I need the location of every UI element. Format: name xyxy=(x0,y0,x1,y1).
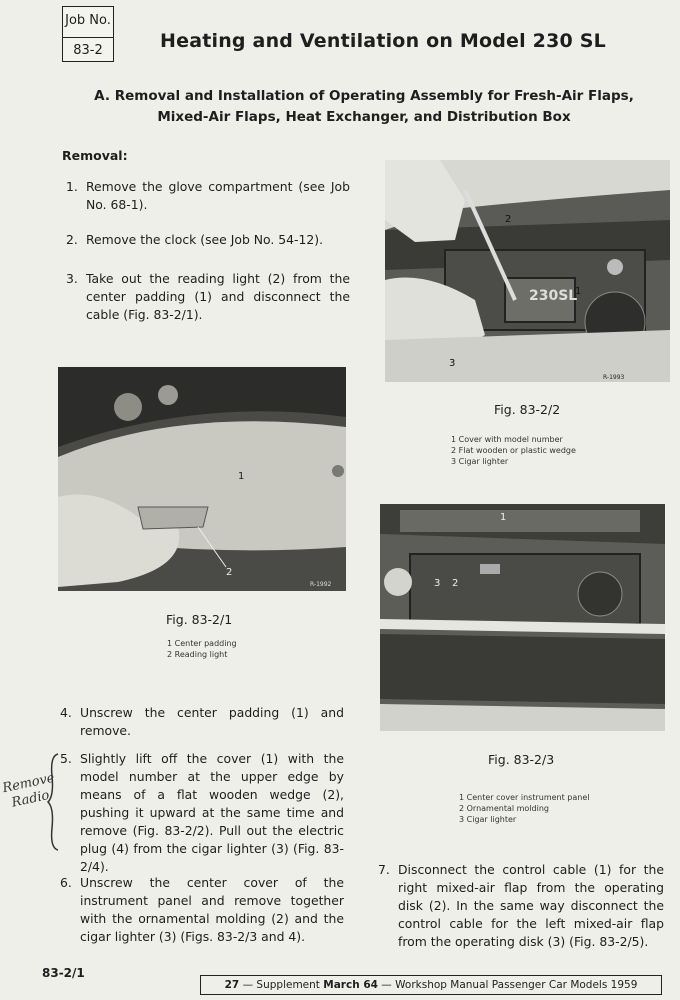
figure-83-2-2-photo xyxy=(385,160,670,382)
job-number-box xyxy=(62,6,114,62)
legend-item: 2 Ornamental molding xyxy=(459,804,549,813)
legend-item: 1 Center padding xyxy=(167,639,237,648)
callout-1: 1 xyxy=(500,512,507,523)
callout-2: 2 xyxy=(452,578,459,589)
photo-illustration xyxy=(385,160,670,382)
step-text: Unscrew the center padding (1) and remove. xyxy=(80,705,344,738)
model-plate: 230SL xyxy=(529,288,578,304)
footer-date: March 64 xyxy=(323,979,378,991)
photo-illustration xyxy=(58,367,346,591)
legend-item: 3 Cigar lighter xyxy=(451,457,509,466)
footer-supplement: Supplement xyxy=(256,979,320,991)
legend-item: 1 Center cover instrument panel xyxy=(459,793,590,802)
page-number: 83-2/1 xyxy=(42,966,85,980)
step-number: 4. xyxy=(60,705,72,720)
step-1 xyxy=(66,178,350,214)
callout-1: 1 xyxy=(575,286,582,297)
step-number: 7. xyxy=(378,862,390,877)
step-text: Take out the reading light (2) from the center padding (1) and disconnect the cable (Fig. 83-2/1). xyxy=(86,271,350,322)
figure-caption: Fig. 83-2/3 xyxy=(488,752,555,767)
step-number: 2. xyxy=(66,232,78,247)
step-7 xyxy=(378,861,664,951)
figure-caption: Fig. 83-2/2 xyxy=(494,402,561,417)
section-subtitle xyxy=(90,86,638,128)
step-number: 1. xyxy=(66,179,78,194)
removal-heading: Removal: xyxy=(62,148,128,163)
legend-item: 2 Flat wooden or plastic wedge xyxy=(451,446,576,455)
callout-2: 2 xyxy=(226,567,233,578)
job-number: 83-2 xyxy=(73,43,103,58)
figure-caption: Fig. 83-2/1 xyxy=(166,612,233,627)
callout-2: 2 xyxy=(505,214,512,225)
figure-legend xyxy=(459,792,590,825)
step-2 xyxy=(66,231,350,249)
step-4 xyxy=(60,704,344,740)
callout-3: 3 xyxy=(449,358,456,369)
step-text: Remove the glove compartment (see Job No. 68-1). xyxy=(86,179,350,212)
callout-1: 1 xyxy=(238,471,245,482)
figure-83-2-1-photo xyxy=(58,367,346,591)
step-text: Slightly lift off the cover (1) with the model number at the upper edge by means of a flat wooden wedge (2), pushing it upward at the same time and remove (Fig. 83-2/2). Pull out the electric plug (4) from the cigar lighter (3) (Fig. 83-2/4). xyxy=(80,751,344,874)
subtitle-line-1: A. Removal and Installation of Operating Assembly for Fresh-Air Flaps, xyxy=(94,88,634,104)
page-title: Heating and Ventilation on Model 230 SL xyxy=(160,30,606,52)
step-3 xyxy=(66,270,350,324)
footer-page: 27 xyxy=(224,979,240,991)
step-number: 5. xyxy=(60,751,72,766)
legend-item: 3 Cigar lighter xyxy=(459,815,517,824)
photo-illustration xyxy=(380,504,665,731)
photo-code: R-1992 xyxy=(310,581,332,588)
footer-separator: — xyxy=(242,979,254,991)
footer-manual: Workshop Manual Passenger Car Models 1959 xyxy=(395,979,638,991)
figure-83-2-3-photo xyxy=(380,504,665,731)
step-text: Disconnect the control cable (1) for the right mixed-air flap from the operating disk (2). In the same way disconnect the control cable for the left mixed-air flap from the operating disk (3) (Fig. 83-2/5). xyxy=(398,862,664,949)
footer-banner xyxy=(200,975,662,995)
handwritten-brace xyxy=(46,752,60,852)
step-6 xyxy=(60,874,344,946)
step-5 xyxy=(60,750,344,876)
step-text: Unscrew the center cover of the instrument panel and remove together with the ornamental molding (2) and the cigar lighter (3) (Figs. 83-2/3 and 4). xyxy=(80,875,344,944)
footer-separator: — xyxy=(381,979,392,991)
legend-item: 1 Cover with model number xyxy=(451,435,563,444)
legend-item: 2 Reading light xyxy=(167,650,228,659)
callout-3: 3 xyxy=(434,578,441,589)
figure-legend xyxy=(167,638,237,660)
step-text: Remove the clock (see Job No. 54-12). xyxy=(86,232,324,247)
step-number: 3. xyxy=(66,271,78,286)
figure-legend xyxy=(451,434,576,467)
subtitle-line-2: Mixed-Air Flaps, Heat Exchanger, and Distribution Box xyxy=(157,109,571,125)
job-box-divider xyxy=(63,37,113,38)
handwritten-note: Remove Radio xyxy=(1,770,56,811)
job-label: Job No. xyxy=(65,13,111,28)
step-number: 6. xyxy=(60,875,72,890)
photo-code: R-1993 xyxy=(603,374,625,381)
